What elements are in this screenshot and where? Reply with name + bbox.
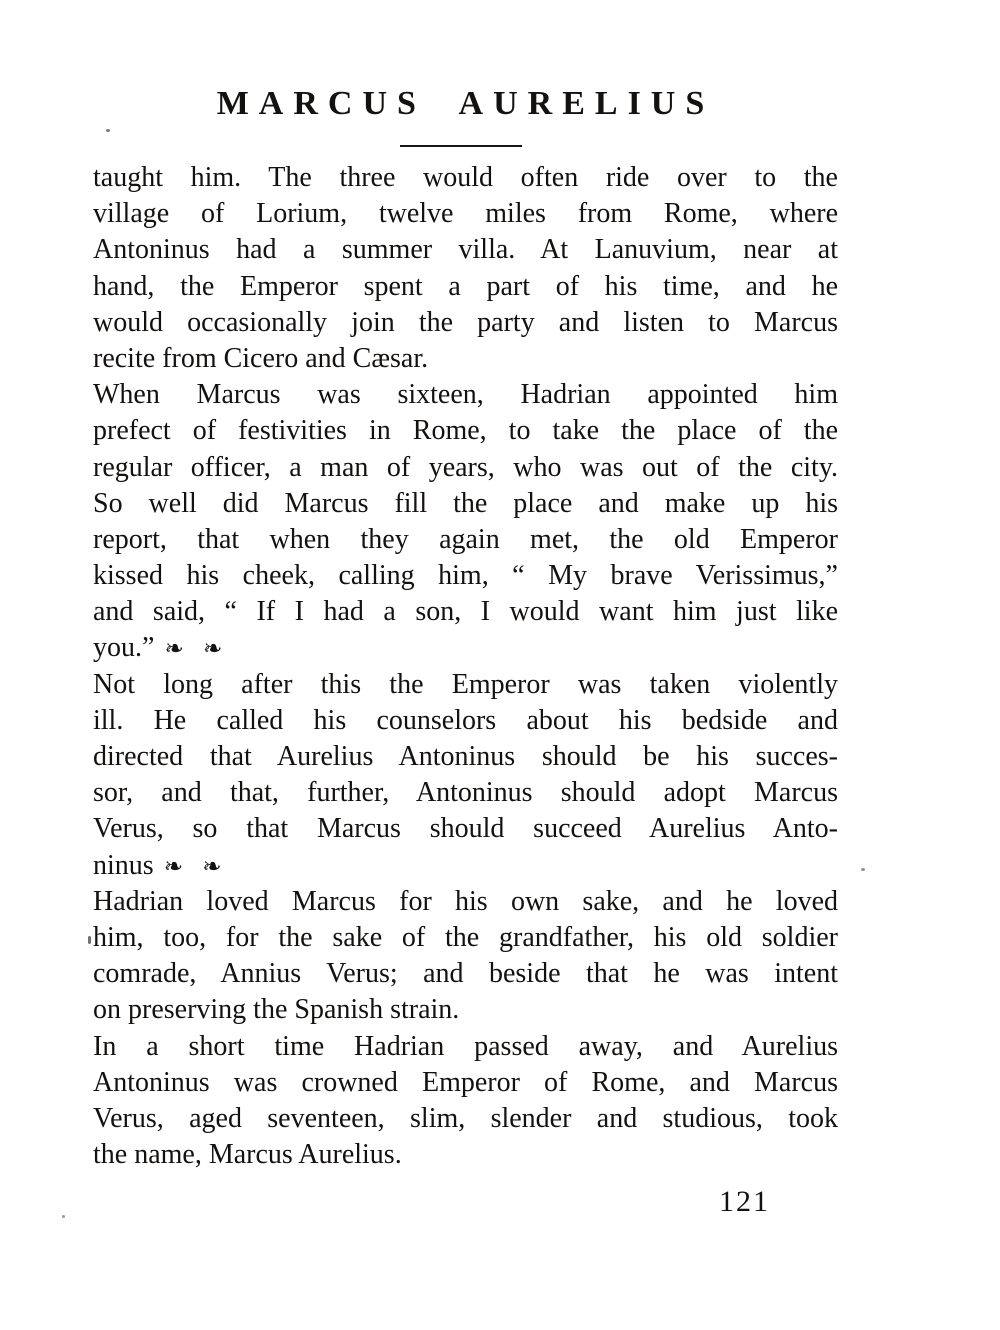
scan-speck (88, 936, 91, 944)
scan-speck (106, 129, 110, 132)
text-line: report, that when they again met, the old Emperor (93, 523, 838, 555)
text-line: on preserving the Spanish strain. (93, 994, 460, 1026)
fleuron-ornament-icon: ❧ ❧ (163, 853, 228, 880)
text-line: regular officer, a man of years, who was out of the city. (93, 451, 838, 483)
text-line: ill. He called his counselors about his bedside and (93, 704, 838, 736)
text-line: So well did Marcus fill the place and make up his (93, 487, 838, 519)
text-line: ninus ❧ ❧ (93, 849, 228, 881)
paragraph (93, 667, 838, 884)
text-line: him, too, for the sake of the grandfather, his old soldier (93, 921, 838, 953)
text-line: prefect of festivities in Rome, to take the place of the (93, 415, 838, 447)
title-rule-divider (400, 145, 522, 147)
text-line: Hadrian loved Marcus for his own sake, and he loved (93, 885, 838, 917)
text-line: village of Lorium, twelve miles from Rome, where (93, 198, 838, 230)
fleuron-ornament-icon: ❧ ❧ (164, 636, 229, 663)
text-line: Verus, aged seventeen, slim, slender and studious, took (93, 1102, 838, 1134)
scan-speck (62, 1215, 65, 1218)
paragraph (93, 1029, 838, 1174)
text-line: taught him. The three would often ride over to the (93, 162, 838, 193)
text-line: the name, Marcus Aurelius. (93, 1139, 402, 1171)
paragraph (93, 884, 838, 1029)
text-line: sor, and that, further, Antoninus should adopt Marcus (93, 777, 838, 809)
page-number: 121 (719, 1185, 770, 1218)
page-title: MARCUS AURELIUS (216, 85, 715, 122)
text-line: and said, “ If I had a son, I would want him just like (93, 596, 838, 628)
text-line: In a short time Hadrian passed away, and Aurelius (93, 1030, 838, 1062)
text-line: comrade, Annius Verus; and beside that he was intent (93, 958, 838, 990)
body-text-block (93, 160, 838, 1173)
text-line: directed that Aurelius Antoninus should be his succes- (93, 741, 838, 772)
text-line: Verus, so that Marcus should succeed Aurelius Anto- (93, 813, 838, 845)
text-line: hand, the Emperor spent a part of his time, and he (93, 270, 838, 302)
scan-speck (861, 868, 865, 871)
text-line: When Marcus was sixteen, Hadrian appointed him (93, 379, 838, 411)
text-line: kissed his cheek, calling him, “ My brave Verissimus,” (93, 560, 838, 592)
text-line: Antoninus was crowned Emperor of Rome, and Marcus (93, 1066, 838, 1098)
text-line: recite from Cicero and Cæsar. (93, 342, 429, 374)
text-line: Antoninus had a summer villa. At Lanuvium, near at (93, 234, 838, 266)
text-line: you.” ❧ ❧ (93, 632, 229, 664)
paragraph (93, 377, 838, 667)
text-line: would occasionally join the party and listen to Marcus (93, 306, 838, 338)
paragraph (93, 160, 838, 377)
text-line: Not long after this the Emperor was taken violently (93, 668, 838, 700)
